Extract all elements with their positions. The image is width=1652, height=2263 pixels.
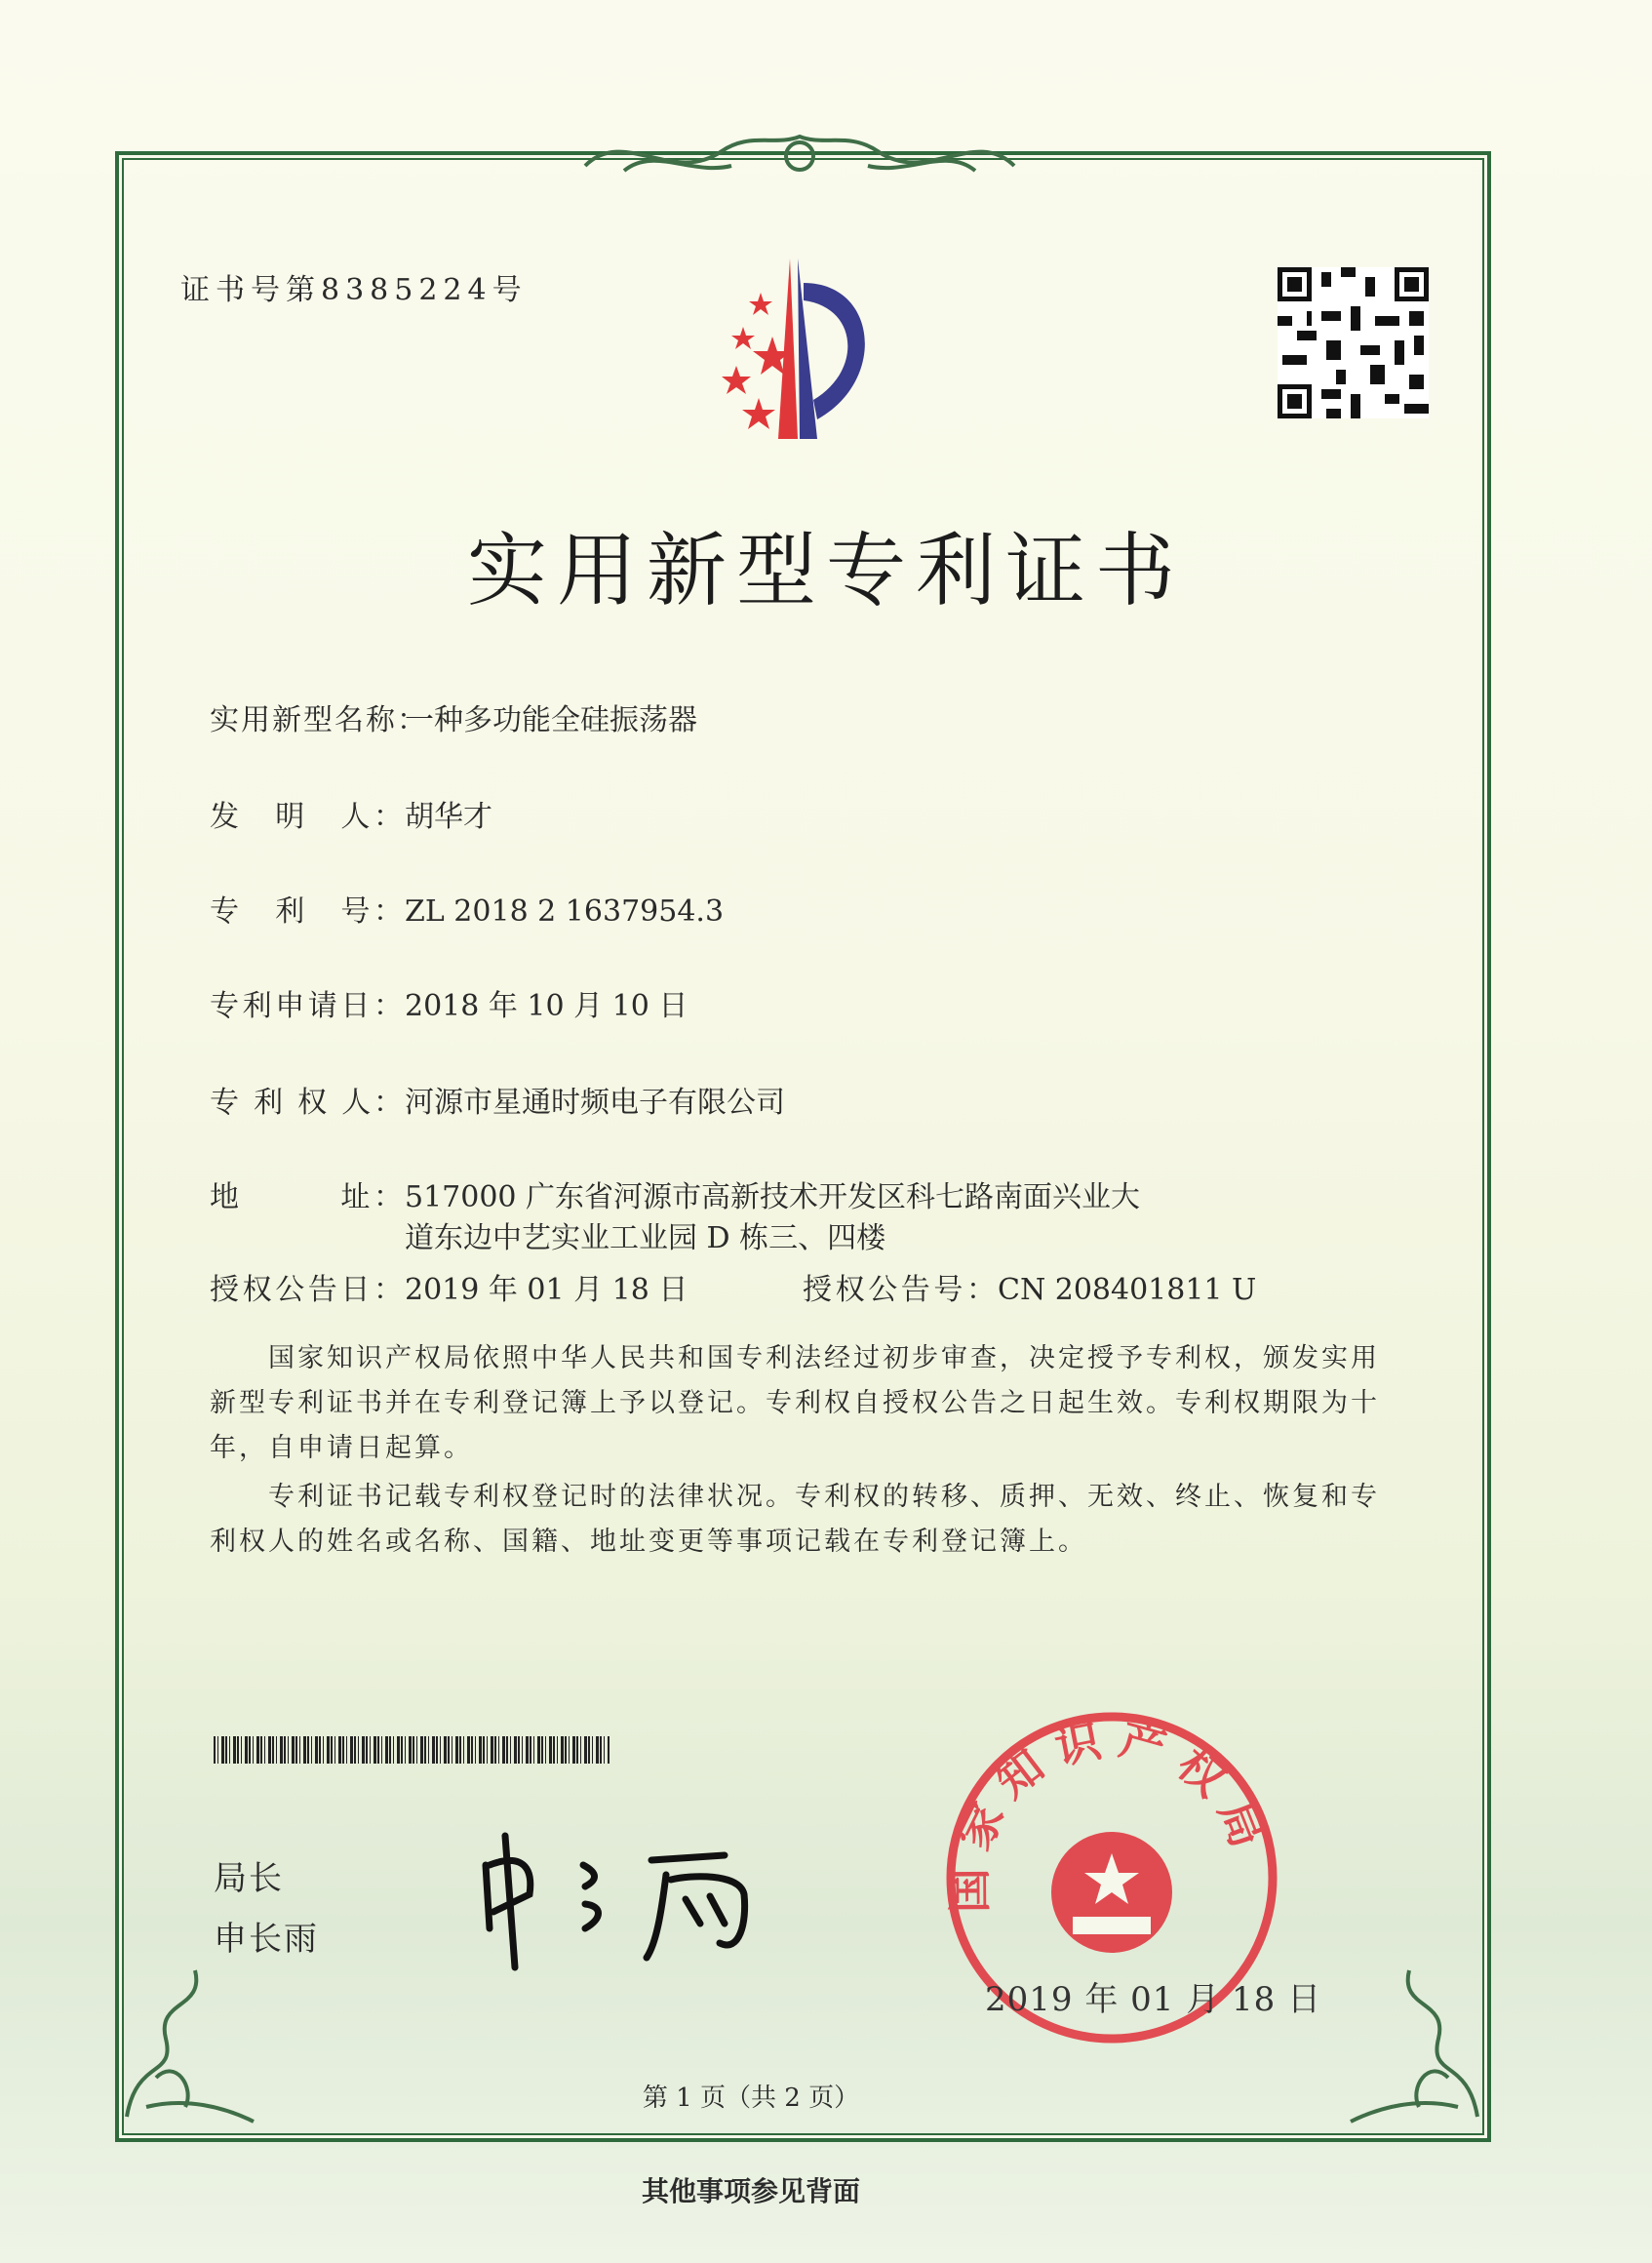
field-grant-date [210,1265,688,1308]
field-value: 河源市星通时频电子有限公司 [405,1086,785,1120]
field-label: 专利申请日： [210,989,405,1023]
field-announcement-number [803,1265,1256,1308]
field-value: CN 208401811 U [998,1273,1257,1307]
statement-text [210,1336,1395,1568]
barcode-icon [214,1736,610,1764]
field-label: 地 址： [210,1180,405,1214]
field-label: 专 利 权 人： [210,1086,405,1120]
field-label: 发 明 人： [210,800,405,834]
field-utility-model-name [210,695,697,738]
field-address-line2: 道东边中艺实业工业园 D 栋三、四楼 [405,1221,886,1255]
field-application-date [210,981,688,1024]
handwritten-signature-icon [476,1826,807,1972]
field-address [210,1172,1140,1215]
field-label: 授权公告号： [803,1273,998,1307]
footer-note: 其他事项参见背面 [641,2175,860,2207]
certificate-number: 证书号第8385224号 [180,273,528,307]
field-patent-number [210,887,724,930]
seal-date: 2019 年 01 月 18 日 [985,1980,1322,2019]
field-value: 517000 广东省河源市高新技术开发区科七路南面兴业大 [405,1180,1141,1214]
svg-text:国家知识产权局: 国家知识产权局 [942,1711,1279,1914]
field-label: 专 利 号： [210,894,405,929]
field-value: 胡华才 [405,800,492,834]
signatory-name: 申长雨 [214,1920,319,1959]
field-inventor [210,792,492,835]
field-label: 授权公告日： [210,1273,405,1307]
field-value: ZL 2018 2 1637954.3 [405,894,725,929]
signatory-title: 局长 [214,1859,284,1898]
field-value: 2018 年 10 月 10 日 [405,989,688,1023]
document-title: 实用新型专利证书 [466,525,1185,617]
field-value: 2019 年 01 月 18 日 [405,1273,688,1307]
statement-paragraph: 国家知识产权局依照中华人民共和国专利法经过初步审查，决定授予专利权，颁发实用新型专利证书并在专利登记簿上予以登记。专利权自授权公告之日起生效。专利权期限为十年，自申请日起算。 [210,1343,1380,1463]
qr-code-icon [1278,267,1429,418]
field-label: 实用新型名称： [210,703,428,737]
page-number: 第 1 页（共 2 页） [642,2084,860,2113]
field-value: 一种多功能全硅振荡器 [405,703,697,737]
statement-paragraph: 专利证书记载专利权登记时的法律状况。专利权的转移、质押、无效、终止、恢复和专利权人的姓名或名称、国籍、地址变更等事项记载在专利登记簿上。 [210,1482,1380,1557]
top-ornament-icon [566,117,1034,195]
field-patentee [210,1078,785,1121]
cnipa-logo-icon [683,254,917,449]
